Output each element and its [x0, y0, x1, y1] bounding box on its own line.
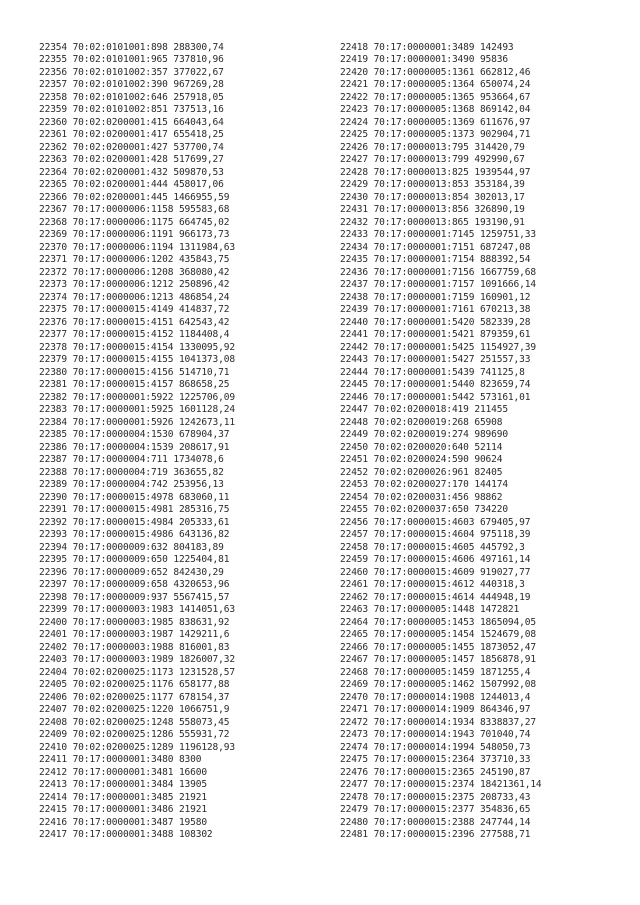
list-item: 22439 70:17:0000001:7161 670213,38 [340, 304, 531, 315]
list-item: 22425 70:17:0000005:1373 902904,71 [340, 129, 531, 140]
list-item: 22404 70:02:0200025:1173 1231528,57 [39, 666, 235, 678]
list-item: 22447 70:02:0200018:419 211455 [340, 404, 508, 415]
list-item: 22389 70:17:0000004:742 253956,13 [39, 479, 224, 490]
list-item: 22397 70:17:0000009:658 4320653,96 [39, 579, 230, 590]
list-item: 22446 70:17:0000001:5442 573161,01 [340, 391, 531, 403]
list-item: 22387 70:17:0000004:711 1734078,6 [39, 454, 224, 465]
list-item: 22388 70:17:0000004:719 363655,82 [39, 466, 224, 478]
list-item: 22361 70:02:0200001:417 655418,25 [39, 129, 224, 140]
list-item: 22379 70:17:0000015:4155 1041373,08 [39, 354, 235, 365]
list-item: 22469 70:17:0000005:1462 1507992,08 [340, 679, 536, 690]
list-item: 22390 70:17:0000015:4978 683060,11 [39, 491, 230, 503]
list-item: 22466 70:17:0000005:1455 1873052,47 [340, 641, 536, 653]
list-item: 22429 70:17:0000013:853 353184,39 [340, 179, 525, 190]
list-item: 22393 70:17:0000015:4986 643136,82 [39, 529, 230, 540]
list-item: 22414 70:17:0000001:3485 21921 [39, 791, 207, 803]
list-item: 22433 70:17:0000001:7145 1259751,33 [340, 229, 536, 240]
list-item: 22378 70:17:0000015:4154 1330095,92 [39, 341, 235, 353]
list-item: 22408 70:02:0200025:1248 558073,45 [39, 716, 230, 728]
list-item: 22449 70:02:0200019:274 989690 [340, 429, 508, 440]
list-item: 22453 70:02:0200027:170 144174 [340, 479, 508, 490]
list-item: 22381 70:17:0000015:4157 868658,25 [39, 379, 230, 390]
list-item: 22424 70:17:0000005:1369 611676,97 [340, 116, 531, 128]
list-item: 22464 70:17:0000005:1453 1865094,05 [340, 616, 536, 628]
list-item: 22426 70:17:0000013:795 314420,79 [340, 141, 525, 153]
left-column [39, 42, 235, 842]
list-item: 22478 70:17:0000015:2375 208733,43 [340, 791, 531, 803]
list-item: 22458 70:17:0000015:4605 445792,3 [340, 541, 525, 553]
list-item: 22417 70:17:0000001:3488 108302 [39, 829, 213, 840]
right-column [340, 42, 542, 842]
list-item: 22413 70:17:0000001:3484 13905 [39, 779, 207, 790]
list-item: 22392 70:17:0000015:4984 205333,61 [39, 516, 230, 528]
list-item: 22376 70:17:0000015:4151 642543,42 [39, 316, 230, 328]
list-item: 22374 70:17:0000006:1213 486854,24 [39, 291, 230, 303]
list-item: 22382 70:17:0000001:5922 1225706,09 [39, 391, 235, 403]
list-item: 22441 70:17:0000001:5421 879359,61 [340, 329, 531, 340]
list-item: 22437 70:17:0000001:7157 1091666,14 [340, 279, 536, 290]
list-item: 22386 70:17:0000004:1539 208617,91 [39, 441, 230, 453]
list-item: 22356 70:02:0101002:357 377022,67 [39, 66, 224, 78]
list-item: 22373 70:17:0000006:1212 250896,42 [39, 279, 230, 290]
list-item: 22444 70:17:0000001:5439 741125,8 [340, 366, 525, 378]
list-item: 22358 70:02:0101002:646 257918,05 [39, 91, 224, 103]
list-item: 22454 70:02:0200031:456 98862 [340, 491, 503, 503]
list-item: 22384 70:17:0000001:5926 1242673,11 [39, 416, 235, 428]
list-item: 22369 70:17:0000006:1191 966173,73 [39, 229, 230, 240]
list-item: 22460 70:17:0000015:4609 919027,77 [340, 566, 531, 578]
list-item: 22366 70:02:0200001:445 1466955,59 [39, 191, 230, 203]
list-item: 22402 70:17:0000003:1988 816001,83 [39, 641, 230, 653]
list-item: 22481 70:17:0000015:2396 277588,71 [340, 829, 531, 840]
list-item: 22415 70:17:0000001:3486 21921 [39, 804, 207, 815]
list-item: 22421 70:17:0000005:1364 650074,24 [340, 79, 531, 90]
list-item: 22456 70:17:0000015:4603 679405,97 [340, 516, 531, 528]
list-item: 22419 70:17:0000001:3490 95836 [340, 54, 508, 65]
list-item: 22434 70:17:0000001:7151 687247,08 [340, 241, 531, 253]
list-item: 22368 70:17:0000006:1175 664745,02 [39, 216, 230, 228]
list-item: 22470 70:17:0000014:1908 1244013,4 [340, 691, 531, 703]
list-item: 22377 70:17:0000015:4152 1184408,4 [39, 329, 230, 340]
list-item: 22354 70:02:0101001:898 288300,74 [39, 41, 224, 53]
list-item: 22462 70:17:0000015:4614 444948,19 [340, 591, 531, 603]
list-item: 22445 70:17:0000001:5440 823659,74 [340, 379, 531, 390]
list-item: 22448 70:02:0200019:268 65908 [340, 416, 503, 428]
list-item: 22443 70:17:0000001:5427 251557,33 [340, 354, 531, 365]
list-item: 22359 70:02:0101002:851 737513,16 [39, 104, 224, 115]
list-item: 22480 70:17:0000015:2388 247744,14 [340, 816, 531, 828]
list-item: 22385 70:17:0000004:1530 678904,37 [39, 429, 230, 440]
list-item: 22418 70:17:0000001:3489 142493 [340, 41, 514, 53]
list-item: 22463 70:17:0000005:1448 1472821 [340, 604, 520, 615]
list-item: 22422 70:17:0000005:1365 953664,67 [340, 91, 531, 103]
list-item: 22412 70:17:0000001:3481 16600 [39, 766, 207, 778]
list-item: 22436 70:17:0000001:7156 1667759,68 [340, 266, 536, 278]
list-item: 22383 70:17:0000001:5925 1601128,24 [39, 404, 235, 415]
list-item: 22467 70:17:0000005:1457 1856878,91 [340, 654, 536, 665]
list-item: 22471 70:17:0000014:1909 864346,97 [340, 704, 531, 715]
list-item: 22473 70:17:0000014:1943 701040,74 [340, 729, 531, 740]
list-item: 22432 70:17:0000013:865 193190,91 [340, 216, 525, 228]
list-item: 22364 70:02:0200001:432 509870,53 [39, 166, 224, 178]
list-item: 22461 70:17:0000015:4612 440318,3 [340, 579, 525, 590]
list-item: 22398 70:17:0000009:937 5567415,57 [39, 591, 230, 603]
list-item: 22371 70:17:0000006:1202 435843,75 [39, 254, 230, 265]
list-item: 22405 70:02:0200025:1176 658177,88 [39, 679, 230, 690]
list-item: 22401 70:17:0000003:1987 1429211,6 [39, 629, 230, 640]
list-item: 22468 70:17:0000005:1459 1871255,4 [340, 666, 531, 678]
list-item: 22438 70:17:0000001:7159 160901,12 [340, 291, 531, 303]
list-item: 22476 70:17:0000015:2365 245190,87 [340, 766, 531, 778]
list-item: 22442 70:17:0000001:5425 1154927,39 [340, 341, 536, 353]
list-item: 22375 70:17:0000015:4149 414837,72 [39, 304, 230, 315]
list-item: 22360 70:02:0200001:415 664043,64 [39, 116, 224, 128]
list-item: 22428 70:17:0000013:825 1939544,97 [340, 166, 531, 178]
list-item: 22420 70:17:0000005:1361 662812,46 [340, 66, 531, 78]
list-item: 22403 70:17:0000003:1989 1826007,32 [39, 654, 235, 665]
list-item: 22406 70:02:0200025:1177 678154,37 [39, 691, 230, 703]
list-item: 22455 70:02:0200037:650 734220 [340, 504, 508, 515]
list-item: 22362 70:02:0200001:427 537700,74 [39, 141, 224, 153]
list-item: 22474 70:17:0000014:1994 548050,73 [340, 741, 531, 753]
list-item: 22370 70:17:0000006:1194 1311984,63 [39, 241, 235, 253]
list-item: 22372 70:17:0000006:1208 368080,42 [39, 266, 230, 278]
list-item: 22409 70:02:0200025:1286 555931,72 [39, 729, 230, 740]
list-item: 22477 70:17:0000015:2374 18421361,14 [340, 779, 542, 790]
list-item: 22451 70:02:0200024:590 90624 [340, 454, 503, 465]
list-item: 22357 70:02:0101002:390 967269,28 [39, 79, 224, 90]
list-item: 22355 70:02:0101001:965 737810,96 [39, 54, 224, 65]
list-item: 22475 70:17:0000015:2364 373710,33 [340, 754, 531, 765]
list-item: 22391 70:17:0000015:4981 285316,75 [39, 504, 230, 515]
list-item: 22363 70:02:0200001:428 517699,27 [39, 154, 224, 165]
list-item: 22396 70:17:0000009:652 842430,29 [39, 566, 224, 578]
list-item: 22440 70:17:0000001:5420 582339,28 [340, 316, 531, 328]
list-item: 22399 70:17:0000003:1983 1414051,63 [39, 604, 235, 615]
list-item: 22427 70:17:0000013:799 492990,67 [340, 154, 525, 165]
list-item: 22479 70:17:0000015:2377 354836,65 [340, 804, 531, 815]
list-item: 22365 70:02:0200001:444 458017,06 [39, 179, 224, 190]
list-item: 22423 70:17:0000005:1368 869142,04 [340, 104, 531, 115]
list-item: 22410 70:02:0200025:1289 1196128,93 [39, 741, 235, 753]
list-item: 22472 70:17:0000014:1934 8338837,27 [340, 716, 536, 728]
list-item: 22407 70:02:0200025:1220 1066751,9 [39, 704, 230, 715]
list-item: 22431 70:17:0000013:856 326890,19 [340, 204, 525, 215]
list-item: 22367 70:17:0000006:1158 595583,68 [39, 204, 230, 215]
list-item: 22465 70:17:0000005:1454 1524679,08 [340, 629, 536, 640]
list-item: 22395 70:17:0000009:650 1225404,81 [39, 554, 230, 565]
list-item: 22452 70:02:0200026:961 82405 [340, 466, 503, 478]
list-item: 22394 70:17:0000009:632 804183,89 [39, 541, 224, 553]
list-item: 22459 70:17:0000015:4606 497161,14 [340, 554, 531, 565]
list-item: 22435 70:17:0000001:7154 888392,54 [340, 254, 531, 265]
list-item: 22430 70:17:0000013:854 302013,17 [340, 191, 525, 203]
list-item: 22450 70:02:0200020:640 52114 [340, 441, 503, 453]
list-item: 22416 70:17:0000001:3487 19580 [39, 816, 207, 828]
list-item: 22411 70:17:0000001:3480 8300 [39, 754, 202, 765]
list-item: 22457 70:17:0000015:4604 975118,39 [340, 529, 531, 540]
list-item: 22400 70:17:0000003:1985 838631,92 [39, 616, 230, 628]
list-item: 22380 70:17:0000015:4156 514710,71 [39, 366, 230, 378]
